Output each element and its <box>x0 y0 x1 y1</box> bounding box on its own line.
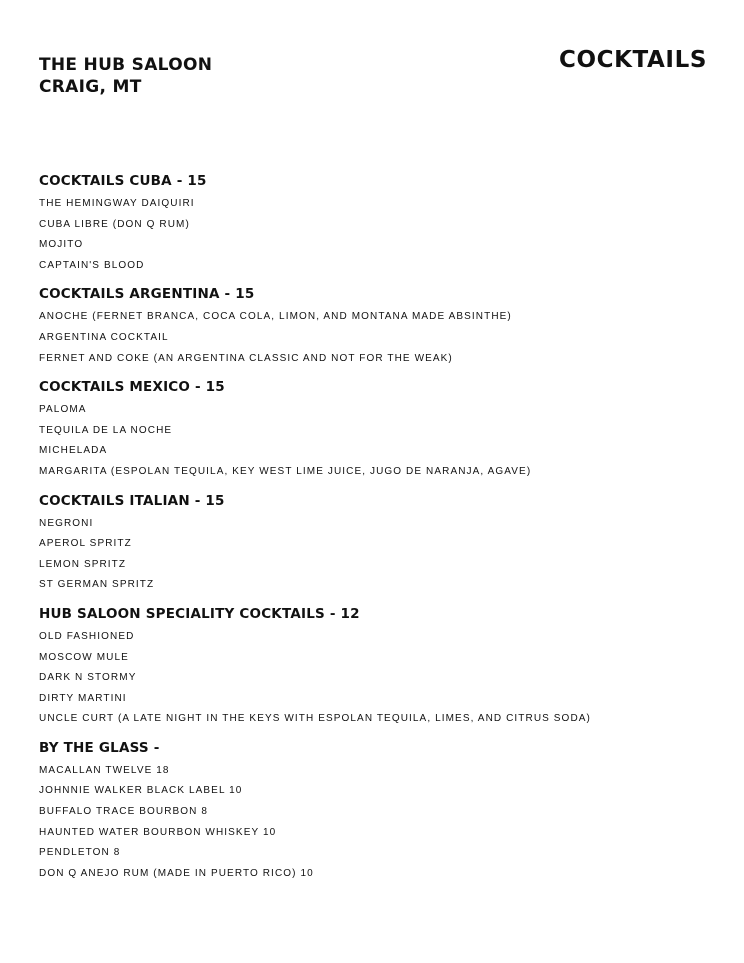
menu-item: BUFFALO TRACE BOURBON 8 <box>39 806 209 818</box>
menu-item: THE HEMINGWAY DAIQUIRI <box>39 198 195 209</box>
menu-item: MARGARITA (ESPOLAN TEQUILA, KEY WEST LIME JUICE, JUGO DE NARANJA, AGAVE) <box>39 465 532 477</box>
menu-item: MICHELADA <box>39 445 108 457</box>
section-title: COCKTAILS MEXICO - 15 <box>39 379 225 396</box>
menu-item: MOJITO <box>39 239 84 251</box>
menu-item: UNCLE CURT (A LATE NIGHT IN THE KEYS WITH ESPOLAN TEQUILA, LIMES, AND CITRUS SODA) <box>39 713 591 725</box>
menu-item: JOHNNIE WALKER BLACK LABEL 10 <box>39 785 243 797</box>
section-title: HUB SALOON SPECIALITY COCKTAILS - 12 <box>39 605 360 622</box>
section-title: BY THE GLASS - <box>39 739 160 756</box>
menu-item: PALOMA <box>39 404 87 416</box>
menu-item: MOSCOW MULE <box>39 651 129 663</box>
menu-item: MACALLAN TWELVE 18 <box>39 764 170 776</box>
section-title: COCKTAILS ARGENTINA - 15 <box>39 286 255 303</box>
menu-section-argentina <box>39 285 719 369</box>
section-title: COCKTAILS ITALIAN - 15 <box>39 492 225 509</box>
menu-item: ST GERMAN SPRITZ <box>39 579 155 591</box>
menu-section-by-the-glass <box>39 739 719 885</box>
menu-item: HAUNTED WATER BOURBON WHISKEY 10 <box>39 826 277 838</box>
menu-item: TEQUILA DE LA NOCHE <box>39 424 173 436</box>
section-title: COCKTAILS CUBA - 15 <box>39 173 207 189</box>
menu-item: APEROL SPRITZ <box>39 538 132 550</box>
venue-name: THE HUB SALOON <box>39 55 213 75</box>
menu-item: DARK N STORMY <box>39 672 137 684</box>
menu-section-cuba <box>39 172 719 276</box>
menu-item: CAPTAIN'S BLOOD <box>39 259 145 271</box>
venue-header <box>39 54 212 98</box>
menu-item: LEMON SPRITZ <box>39 558 127 570</box>
venue-location: CRAIG, MT <box>39 77 142 97</box>
menu-item: ANOCHE (FERNET BRANCA, COCA COLA, LIMON, AND MONTANA MADE ABSINTHE) <box>39 311 512 323</box>
menu-item: CUBA LIBRE (DON Q RUM) <box>39 218 190 230</box>
menu-item: ARGENTINA COCKTAIL <box>39 331 169 343</box>
menu-item: NEGRONI <box>39 517 94 529</box>
menu-item: OLD FASHIONED <box>39 630 135 642</box>
menu-section-speciality <box>39 605 719 730</box>
menu-item: FERNET AND COKE (AN ARGENTINA CLASSIC AND NOT FOR THE WEAK) <box>39 352 453 364</box>
menu-item: DON Q ANEJO RUM (MADE IN PUERTO RICO) 10 <box>39 867 314 879</box>
menu-section-italian <box>39 492 719 596</box>
menu-item: DIRTY MARTINI <box>39 692 127 704</box>
menu-item: PENDLETON 8 <box>39 847 121 859</box>
menu-section-mexico <box>39 378 719 482</box>
menu-sections <box>39 172 719 893</box>
page-title: COCKTAILS <box>558 47 707 73</box>
